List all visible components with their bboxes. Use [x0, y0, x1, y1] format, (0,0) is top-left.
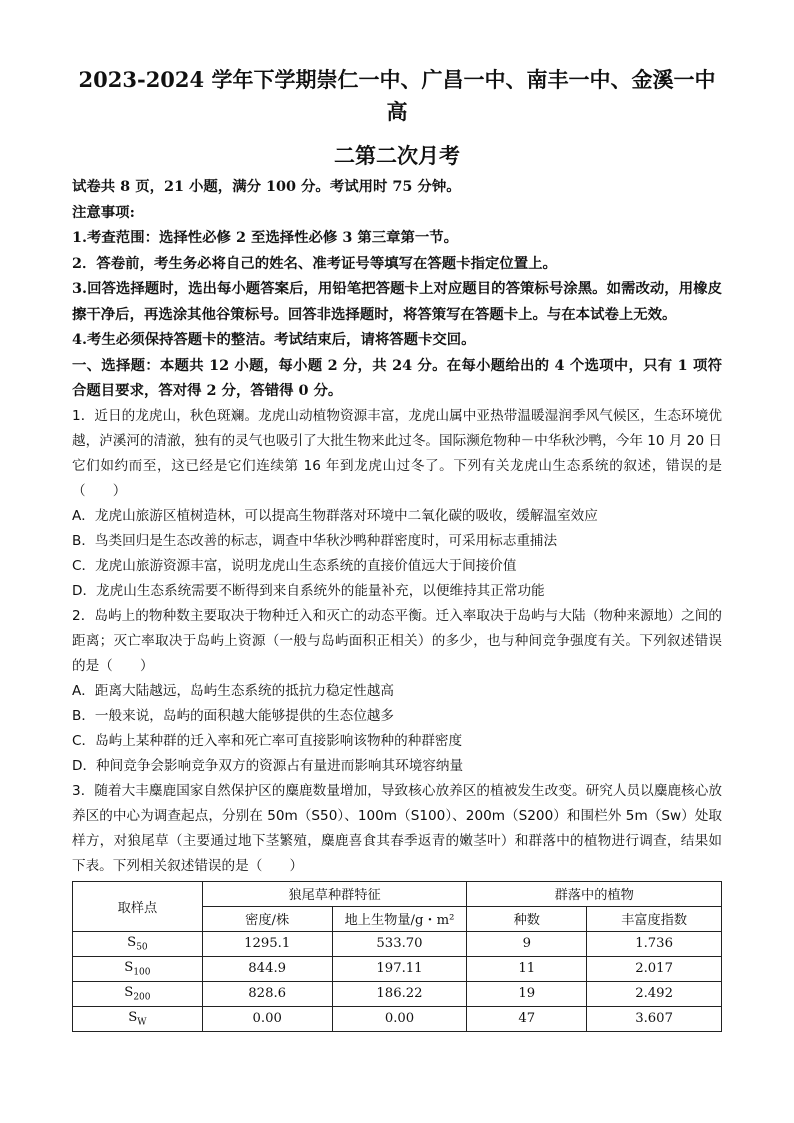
question-option: C．岛屿上某种群的迁入率和死亡率可直接影响该物种的种群密度 [72, 732, 463, 749]
exam-page [72, 60, 722, 1032]
table-cell: 47 [467, 1006, 587, 1031]
note-item: 2．答卷前，考生务必将自己的姓名、准考证号等填写在答题卡指定位置上。 [72, 254, 557, 272]
table-cell-site: $S_{100}$ [73, 956, 203, 981]
question-stem: 2．岛屿上的物种数主要取决于物种迁入和灭亡的动态平衡。迁入率取决于岛屿与大陆（物种来源地）之间的距离；灭亡率取决于岛屿上资源（一般与岛屿面积正相关）的多少，也与种间竞争强度有关。下列叙述错误的是（ ） [72, 607, 722, 674]
table-cell: 2.017 [587, 956, 722, 981]
exam-info: 试卷共 8 页，21 小题，满分 100 分。考试用时 75 分钟。 [72, 178, 461, 195]
title-line-2: 二第二次月考 [334, 143, 460, 168]
table-cell: 1295.1 [202, 931, 332, 956]
question-option: C．龙虎山旅游资源丰富，说明龙虎山生态系统的直接价值远大于间接价值 [72, 557, 517, 574]
table-row [73, 956, 722, 981]
table-cell: 1.736 [587, 931, 722, 956]
table-cell: 828.6 [202, 981, 332, 1006]
table-cell-site: $S_{200}$ [73, 981, 203, 1006]
table-corner-header: 取样点 [73, 881, 203, 931]
table-cell: 0.00 [202, 1006, 332, 1031]
note-item: 4.考生必须保持答题卡的整洁。考试结束后，请将答题卡交回。 [72, 331, 476, 348]
question-option: A．距离大陆越远，岛屿生态系统的抵抗力稳定性越高 [72, 682, 394, 699]
table-cell: 19 [467, 981, 587, 1006]
table-cell: 533.70 [332, 931, 467, 956]
table-cell: 3.607 [587, 1006, 722, 1031]
table-group-header: 群落中的植物 [467, 881, 722, 906]
note-item: 3.回答选择题时，选出每小题答案后，用铅笔把答题卡上对应题目的答策标号涂黑。如需改动，用橡皮擦干净后，再选涂其他谷策标号。回答非选择题时，将答策写在答题卡上。与在本试卷上无效。 [72, 280, 722, 323]
question-option: D．龙虎山生态系统需要不断得到来自系统外的能量补充，以便维持其正常功能 [72, 582, 545, 599]
table-row [73, 981, 722, 1006]
table-col-header: 地上生物量/g・m² [332, 906, 467, 931]
table-cell: 0.00 [332, 1006, 467, 1031]
exam-title [72, 64, 722, 172]
table-cell: 2.492 [587, 981, 722, 1006]
table-col-header: 密度/株 [202, 906, 332, 931]
table-col-header: 种数 [467, 906, 587, 931]
question-stem: 3．随着大丰麋鹿国家自然保护区的麋鹿数量增加，导致核心放养区的植被发生改变。研究人员以麋鹿核心放养区的中心为调查起点，分别在 50m（S50）、100m（S100）、200m（S200）和围栏外 5m（Sw）处取样方，对狼尾草（主要通过地下茎繁殖，麋鹿喜食其春季返青的嫩茎叶）和群落中的植物进行调查，结果如下表。下列相关叙述错误的是（ ） [72, 782, 722, 874]
title-line-1: 2023-2024 学年下学期崇仁一中、广昌一中、南丰一中、金溪一中高 [78, 67, 716, 124]
table-col-header: 丰富度指数 [587, 906, 722, 931]
section-heading: 一、选择题：本题共 12 小题，每小题 2 分，共 24 分。在每小题给出的 4 个选项中，只有 1 项符合题目要求，答对得 2 分，答错得 0 分。 [72, 356, 722, 399]
question-option: B．鸟类回归是生态改善的标志，调查中华秋沙鸭种群密度时，可采用标志重捕法 [72, 532, 558, 549]
table-cell: 11 [467, 956, 587, 981]
table-cell: 186.22 [332, 981, 467, 1006]
question-option: D．种间竞争会影响竞争双方的资源占有量进而影响其环境容纳量 [72, 757, 464, 774]
survey-table [72, 881, 722, 1032]
table-cell-site: $S_{50}$ [73, 931, 203, 956]
note-item: 1.考查范围：选择性必修 2 至选择性必修 3 第三章第一节。 [72, 229, 459, 246]
question-option: A．龙虎山旅游区植树造林，可以提高生物群落对环境中二氧化碳的吸收，缓解温室效应 [72, 507, 598, 524]
table-cell: 9 [467, 931, 587, 956]
question-stem: 1．近日的龙虎山，秋色斑斓。龙虎山动植物资源丰富，龙虎山属中亚热带温暖湿润季风气候区，生态环境优越，泸溪河的清澈，独有的灵气也吸引了大批生物来此过冬。国际濒危物种－中华秋沙鸭，今年 10 月 20 日它们如约而至，这已经是它们连续第 16 年到龙虎山过冬了。下列有关龙虎山生态系统的叙述，错误的是（ ） [72, 407, 723, 499]
table-row [73, 1006, 722, 1031]
table-group-header: 狼尾草种群特征 [202, 881, 467, 906]
table-cell: 197.11 [332, 956, 467, 981]
notes-heading: 注意事项: [72, 203, 135, 221]
table-cell-site: $S_W$ [73, 1006, 203, 1031]
question-option: B．一般来说，岛屿的面积越大能够提供的生态位越多 [72, 707, 394, 724]
table-row [73, 931, 722, 956]
table-cell: 844.9 [202, 956, 332, 981]
